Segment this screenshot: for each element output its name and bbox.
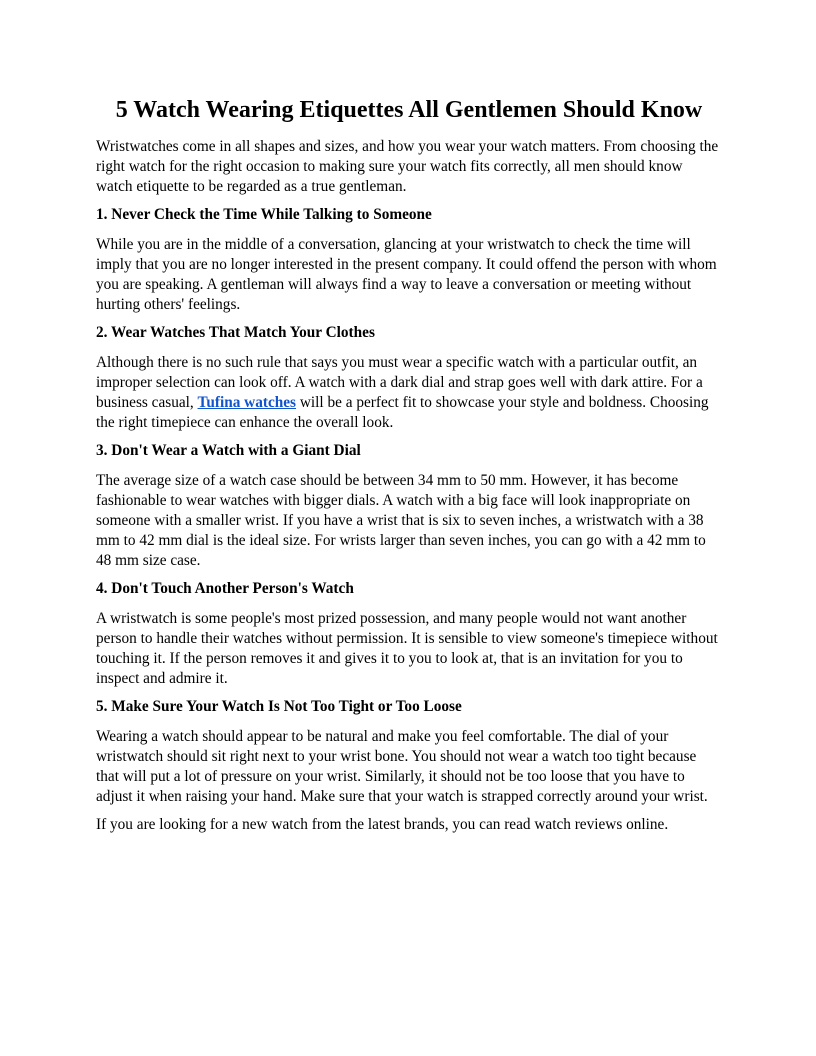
section-heading-5: 5. Make Sure Your Watch Is Not Too Tight or Too Loose (96, 698, 462, 715)
section-body-3: The average size of a watch case should be between 34 mm to 50 mm. However, it has become fashionable to wear watches with bigger dials. A watch with a big face will look inappropriate on someone with a smaller wrist. If you have a wrist that is six to seven inches, a wristwatch with a 38 mm to 42 mm dial is the ideal size. For wrists larger than seven inches, you can go with a 42 mm to 48 mm size case. (96, 472, 706, 569)
section-body-5: Wearing a watch should appear to be natural and make you feel comfortable. The dial of your wristwatch should sit right next to your wrist bone. You should not wear a watch too tight because that will put a lot of pressure on your wrist. Similarly, it should not be too loose that you have to adjust it when raising your hand. Make sure that your watch is strapped correctly around your wrist. (96, 728, 708, 805)
page-title: 5 Watch Wearing Etiquettes All Gentlemen Should Know (115, 97, 703, 123)
closing-paragraph: If you are looking for a new watch from the latest brands, you can read watch reviews online. (96, 816, 669, 833)
section-body-2-after-link: will be a perfect fit to showcase your style and boldness. Choosing the right timepiece can enhance the overall look. (96, 394, 709, 431)
document-page (96, 94, 722, 843)
section-heading-3: 3. Don't Wear a Watch with a Giant Dial (96, 442, 361, 459)
intro-paragraph: Wristwatches come in all shapes and sizes, and how you wear your watch matters. From choosing the right watch for the right occasion to making sure your watch fits correctly, all men should know watch etiquette to be regarded as a true gentleman. (96, 138, 719, 195)
section-heading-1: 1. Never Check the Time While Talking to Someone (96, 206, 432, 223)
section-body-4: A wristwatch is some people's most prized possession, and many people would not want another person to handle their watches without permission. It is sensible to view someone's timepiece without touching it. If the person removes it and gives it to you to look at, that is an invitation for you to inspect and admire it. (96, 610, 718, 687)
section-heading-2: 2. Wear Watches That Match Your Clothes (96, 324, 375, 341)
section-body-2 (96, 353, 722, 433)
section-body-1: While you are in the middle of a conversation, glancing at your wristwatch to check the time will imply that you are no longer interested in the present company. It could offend the person with whom you are speaking. A gentleman will always find a way to leave a conversation or meeting without hurting others' feelings. (96, 236, 717, 313)
section-heading-4: 4. Don't Touch Another Person's Watch (96, 580, 354, 597)
section-body-2-before-link: Although there is no such rule that says you must wear a specific watch with a particular outfit, an improper selection can look off. A watch with a dark dial and strap goes well with dark attire. For a business casual, (96, 354, 703, 411)
tufina-watches-link[interactable]: Tufina watches (197, 394, 297, 411)
